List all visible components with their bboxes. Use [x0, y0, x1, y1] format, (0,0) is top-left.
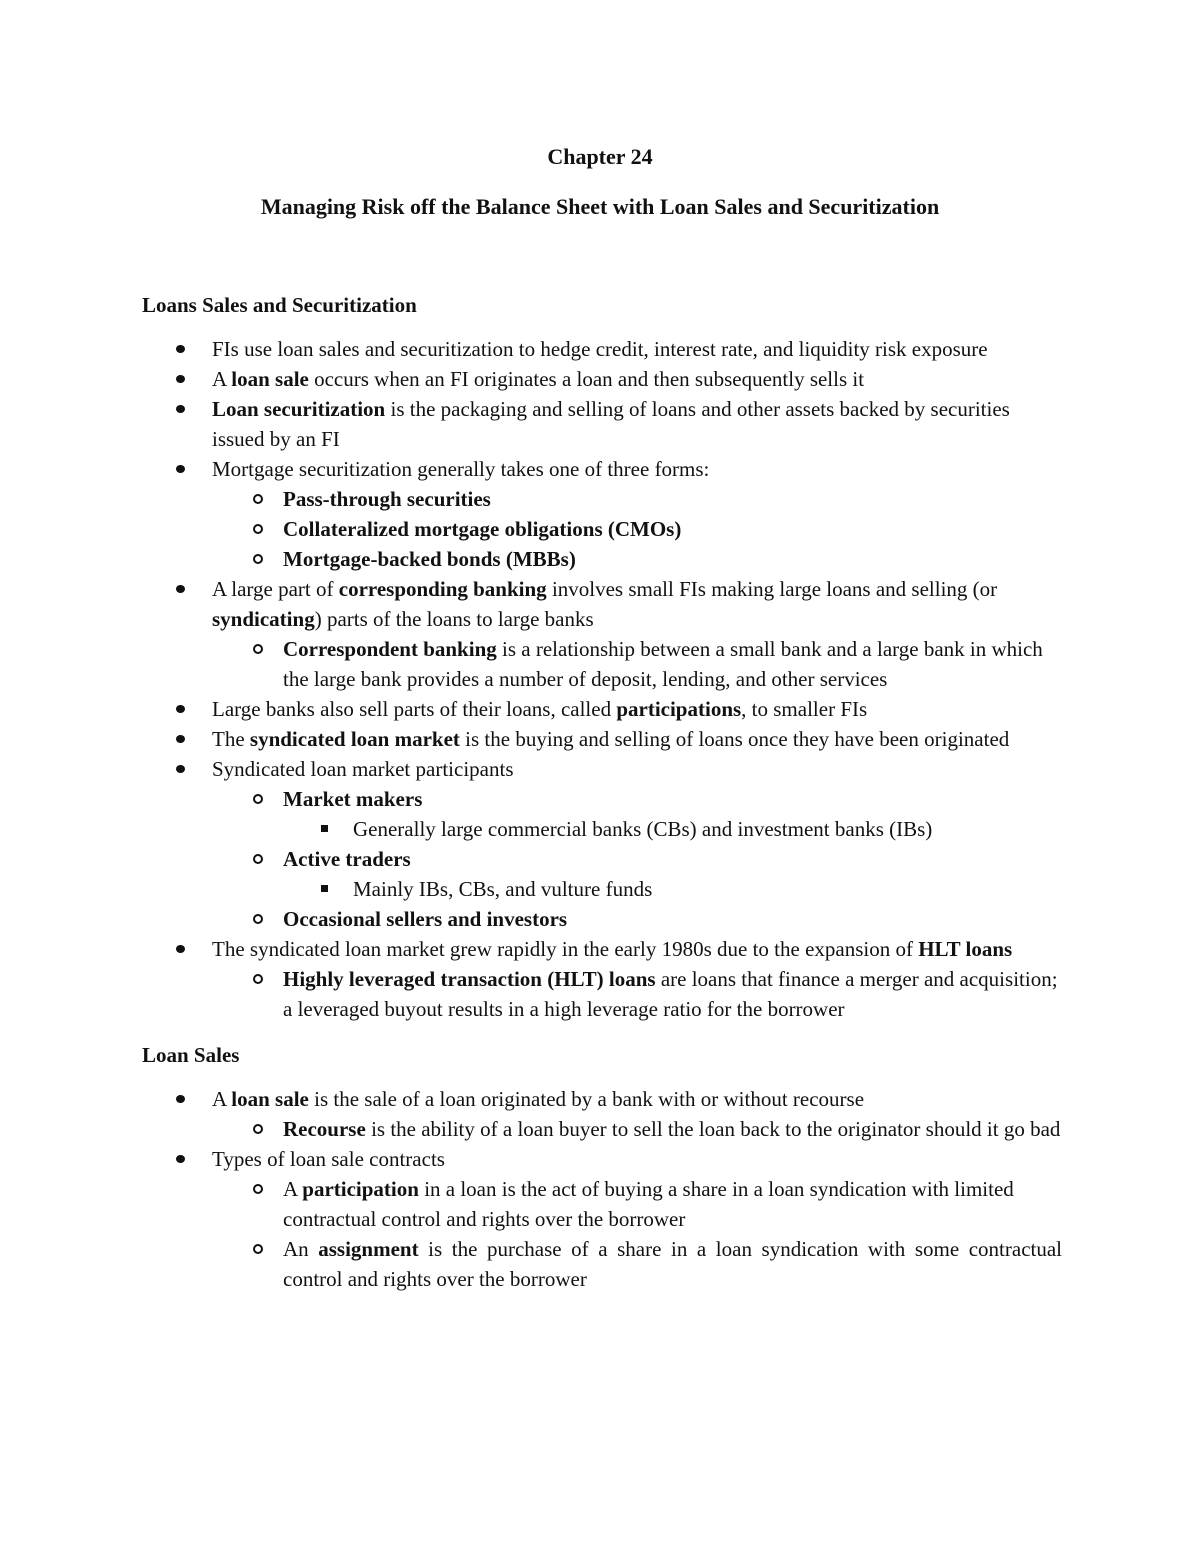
- bullet-dot-icon-glyph: [176, 465, 185, 473]
- text-run: is the buying and selling of loans once they have been originated: [459, 727, 1010, 751]
- bullet-circle-icon-glyph: [253, 974, 263, 984]
- bullet-dot-icon-glyph: [176, 765, 185, 773]
- bullet-circle-icon: [253, 844, 263, 874]
- text-run: A: [212, 1087, 232, 1111]
- list-item-text: [212, 937, 1012, 961]
- bold-term: participation: [302, 1177, 419, 1201]
- bullet-circle-icon-glyph: [253, 554, 263, 564]
- bullet-dot-icon: [176, 694, 185, 724]
- text-run: A: [283, 1177, 303, 1201]
- list-item: [142, 514, 1062, 544]
- bold-term: Recourse: [283, 1117, 366, 1141]
- list-item: [142, 934, 1062, 964]
- bullet-circle-icon: [253, 1174, 263, 1204]
- list-item-text: [283, 787, 422, 811]
- text-run: A: [212, 367, 232, 391]
- list-item: [142, 1144, 1062, 1174]
- bullet-circle-icon-glyph: [253, 1244, 263, 1254]
- bullet-circle-icon-glyph: [253, 914, 263, 924]
- bullet-dot-icon-glyph: [176, 1155, 185, 1163]
- bold-term: Market makers: [283, 787, 423, 811]
- bullet-dot-icon-glyph: [176, 735, 185, 743]
- bullet-circle-icon: [253, 514, 263, 544]
- bold-term: Loan securitization: [212, 397, 386, 421]
- bullet-dot-icon-glyph: [176, 945, 185, 953]
- bullet-dot-icon: [176, 1084, 185, 1114]
- bullet-square-icon-glyph: [321, 885, 328, 892]
- bold-term: syndicating: [212, 607, 315, 631]
- list-item-text: [283, 637, 1043, 691]
- list-item-text: [212, 337, 988, 361]
- bold-term: corresponding banking: [338, 577, 547, 601]
- text-run: in a loan is the act of buying a share in a loan syndication with limited contractual control and rights over the borrower: [283, 1177, 1014, 1231]
- bullet-circle-icon-glyph: [253, 524, 263, 534]
- bold-term: Occasional sellers and investors: [283, 907, 568, 931]
- list-item: [142, 364, 1062, 394]
- bullet-circle-icon: [253, 484, 263, 514]
- list-item: [142, 574, 1062, 634]
- list-item-text: [283, 907, 567, 931]
- list-item-text: [212, 397, 1010, 451]
- list-item: [142, 1084, 1062, 1114]
- section-heading: Loan Sales: [142, 1043, 240, 1067]
- text-run: An: [283, 1237, 319, 1261]
- bullet-dot-icon: [176, 364, 185, 394]
- list-item: [142, 394, 1062, 454]
- text-run: is the packaging and selling of loans and other assets backed by securities issued by an FI: [212, 397, 1010, 451]
- bold-term: syndicated loan market: [249, 727, 460, 751]
- bullet-dot-icon: [176, 724, 185, 754]
- bold-term: loan sale: [231, 1087, 309, 1111]
- text-run: are loans that finance a merger and acquisition; a leveraged buyout results in a high leverage ratio for the borrower: [283, 967, 1058, 1021]
- bold-term: Mortgage-backed bonds (MBBs): [283, 547, 576, 571]
- list-item: [142, 1174, 1062, 1234]
- bullet-square-icon-glyph: [321, 825, 328, 832]
- bullet-dot-icon-glyph: [176, 705, 185, 713]
- bold-term: Collateralized mortgage obligations (CMOs): [283, 517, 682, 541]
- list-item: [142, 484, 1062, 514]
- bullet-dot-icon: [176, 334, 185, 364]
- list-item-text: [283, 1114, 1062, 1144]
- bold-term: participations: [616, 697, 742, 721]
- text-run: , to smaller FIs: [741, 697, 868, 721]
- bullet-dot-icon-glyph: [176, 375, 185, 383]
- text-run: is the sale of a loan originated by a bank with or without recourse: [308, 1087, 865, 1111]
- list-item-text: [283, 847, 411, 871]
- text-run: The: [212, 727, 250, 751]
- bullet-dot-icon-glyph: [176, 1095, 185, 1103]
- list-item-text: [212, 457, 709, 481]
- bullet-list: [142, 334, 1062, 1024]
- document-body: [142, 290, 1062, 1294]
- list-item: [142, 694, 1062, 724]
- list-item-text: [283, 517, 681, 541]
- list-item-text: [212, 367, 864, 391]
- bullet-circle-icon: [253, 1114, 263, 1144]
- list-item-text: [353, 877, 652, 901]
- text-run: is a relationship between a small bank and a large bank in which the large bank provides a number of deposit, lending, and other services: [283, 637, 1043, 691]
- text-run: is the purchase of a share in a loan syndication with some contractual control and rights over the borrower: [283, 1237, 1063, 1291]
- list-item-text: [283, 1177, 1014, 1231]
- bold-term: Highly leveraged transaction (HLT) loans: [283, 967, 656, 991]
- bullet-dot-icon: [176, 394, 185, 424]
- list-item-text: [283, 1234, 1062, 1294]
- text-run: involves small FIs making large loans and selling (or: [546, 577, 998, 601]
- list-item-text: [212, 577, 997, 631]
- list-item-text: [353, 817, 932, 841]
- chapter-number: Chapter 24: [547, 144, 653, 169]
- bullet-dot-icon: [176, 934, 185, 964]
- bullet-square-icon: [321, 814, 328, 844]
- bold-term: loan sale: [231, 367, 309, 391]
- bold-term: Correspondent banking: [283, 637, 497, 661]
- list-item: [142, 964, 1062, 1024]
- list-item: [142, 844, 1062, 874]
- bullet-dot-icon-glyph: [176, 405, 185, 413]
- bullet-dot-icon: [176, 754, 185, 784]
- text-run: Generally large commercial banks (CBs) and investment banks (IBs): [353, 817, 933, 841]
- bullet-circle-icon-glyph: [253, 644, 263, 654]
- list-item: [142, 454, 1062, 484]
- list-item-text: [283, 547, 576, 571]
- text-run: Syndicated loan market participants: [212, 757, 514, 781]
- bold-term: Active traders: [283, 847, 411, 871]
- list-item: [142, 724, 1062, 754]
- bullet-circle-icon-glyph: [253, 494, 263, 504]
- list-item-text: [283, 967, 1058, 1021]
- bullet-dot-icon: [176, 574, 185, 604]
- list-item: [142, 1114, 1062, 1144]
- list-item-text: [212, 1087, 864, 1111]
- text-run: A large part of: [212, 577, 339, 601]
- bullet-circle-icon-glyph: [253, 1184, 263, 1194]
- document-title: Managing Risk off the Balance Sheet with Loan Sales and Securitization: [260, 194, 940, 219]
- bullet-circle-icon-glyph: [253, 794, 263, 804]
- text-run: Mortgage securitization generally takes one of three forms:: [212, 457, 710, 481]
- bullet-circle-icon-glyph: [253, 854, 263, 864]
- bold-term: Pass-through securities: [283, 487, 491, 511]
- list-item: [142, 814, 1062, 844]
- list-item: [142, 904, 1062, 934]
- text-run: Types of loan sale contracts: [212, 1147, 445, 1171]
- list-item-text: [212, 727, 1009, 751]
- text-run: The syndicated loan market grew rapidly in the early 1980s due to the expansion of: [212, 937, 919, 961]
- bullet-circle-icon: [253, 784, 263, 814]
- list-item: [142, 334, 1062, 364]
- bullet-circle-icon-glyph: [253, 1124, 263, 1134]
- bold-term: assignment: [318, 1237, 419, 1261]
- text-run: occurs when an FI originates a loan and then subsequently sells it: [308, 367, 865, 391]
- text-run: is the ability of a loan buyer to sell the loan back to the originator should it go bad: [365, 1117, 1061, 1141]
- list-item: [142, 754, 1062, 784]
- bullet-circle-icon: [253, 904, 263, 934]
- list-item-text: [283, 487, 491, 511]
- list-item: [142, 634, 1062, 694]
- list-item: [142, 1234, 1062, 1294]
- list-item-text: [212, 697, 867, 721]
- list-item: [142, 544, 1062, 574]
- list-item: [142, 784, 1062, 814]
- text-run: Large banks also sell parts of their loans, called: [212, 697, 617, 721]
- bullet-square-icon: [321, 874, 328, 904]
- section-heading: Loans Sales and Securitization: [142, 293, 417, 317]
- text-run: ) parts of the loans to large banks: [314, 607, 594, 631]
- bullet-list: [142, 1084, 1062, 1294]
- text-run: Mainly IBs, CBs, and vulture funds: [353, 877, 653, 901]
- bullet-dot-icon-glyph: [176, 345, 185, 353]
- bold-term: HLT loans: [918, 937, 1013, 961]
- bullet-circle-icon: [253, 634, 263, 664]
- bullet-dot-icon: [176, 1144, 185, 1174]
- text-run: FIs use loan sales and securitization to hedge credit, interest rate, and liquidity risk exposure: [212, 337, 988, 361]
- list-item-text: [212, 757, 514, 781]
- bullet-dot-icon-glyph: [176, 585, 185, 593]
- bullet-dot-icon: [176, 454, 185, 484]
- list-item: [142, 874, 1062, 904]
- bullet-circle-icon: [253, 964, 263, 994]
- bullet-circle-icon: [253, 1234, 263, 1264]
- bullet-circle-icon: [253, 544, 263, 574]
- list-item-text: [212, 1147, 445, 1171]
